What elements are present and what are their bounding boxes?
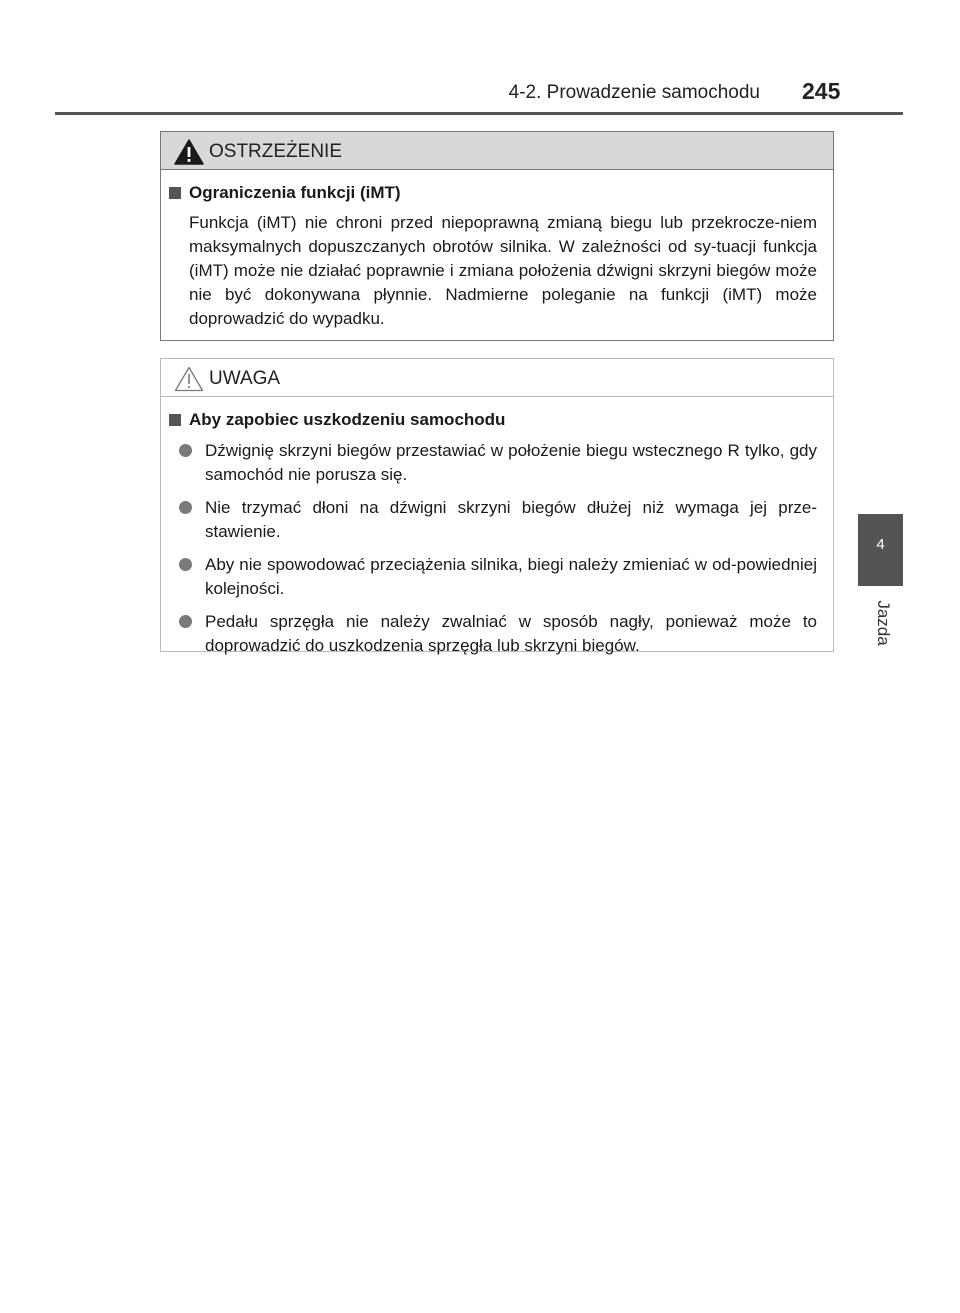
page-number: 245: [802, 78, 841, 104]
bullet-dot-icon: [179, 553, 205, 601]
list-item: [179, 439, 817, 487]
list-item-text: Aby nie spowodować przeciążenia silnika, biegi należy zmieniać w od-powiedniej kolejności.: [205, 555, 817, 598]
chapter-label-text: Jazda: [873, 600, 893, 646]
notice-box: [160, 358, 834, 655]
bullet-dot-icon: [179, 496, 205, 544]
caution-triangle-icon: [174, 366, 204, 392]
list-item: [179, 496, 817, 544]
warning-box: [160, 131, 834, 341]
notice-heading: [169, 410, 817, 430]
chapter-number: 4: [876, 536, 885, 553]
list-item-text: Pedału sprzęgła nie należy zwalniać w sposób nagły, ponieważ może to doprowadzić do uszkodzenia sprzęgła lub skrzyni biegów.: [205, 612, 817, 655]
warning-text: Funkcja (iMT) nie chroni przed niepoprawną zmianą biegu lub przekrocze-niem maksymalnych dopuszczanych obrotów silnika. W zależności od sy-tuacji funkcja (iMT) może nie działać poprawnie i zmiana położenia dźwigni skrzyni biegów może nie być dokonywana płynnie. Nadmierne poleganie na funkcji (iMT) może doprowadzić do wypadku.: [189, 213, 817, 328]
chapter-tab: [858, 514, 903, 586]
warning-content: [161, 170, 833, 331]
warning-heading: [169, 183, 817, 203]
warning-title: OSTRZEŻENIE: [209, 141, 343, 162]
notice-header: [161, 359, 833, 397]
notice-title: UWAGA: [209, 368, 281, 389]
page-header: [0, 0, 960, 118]
section-title: 4-2. Prowadzenie samochodu: [508, 82, 760, 103]
list-item: [179, 553, 817, 601]
header-divider: [55, 112, 903, 115]
warning-triangle-icon: [174, 139, 204, 165]
square-bullet-icon: [169, 187, 181, 199]
list-item-text: Dźwignię skrzyni biegów przestawiać w położenie biegu wstecznego R tylko, gdy samochód nie porusza się.: [205, 441, 817, 484]
list-item-text: Nie trzymać dłoni na dźwigni skrzyni biegów dłużej niż wymaga jej prze-stawienie.: [205, 498, 817, 541]
warning-header: [161, 132, 833, 170]
bullet-dot-icon: [179, 439, 205, 487]
notice-content: [161, 397, 833, 658]
notice-heading-text: Aby zapobiec uszkodzeniu samochodu: [189, 410, 506, 429]
bullet-dot-icon: [179, 610, 205, 658]
list-item: [179, 610, 817, 658]
chapter-label: [860, 598, 905, 648]
square-bullet-icon: [169, 414, 181, 426]
warning-heading-text: Ograniczenia funkcji (iMT): [189, 183, 401, 202]
